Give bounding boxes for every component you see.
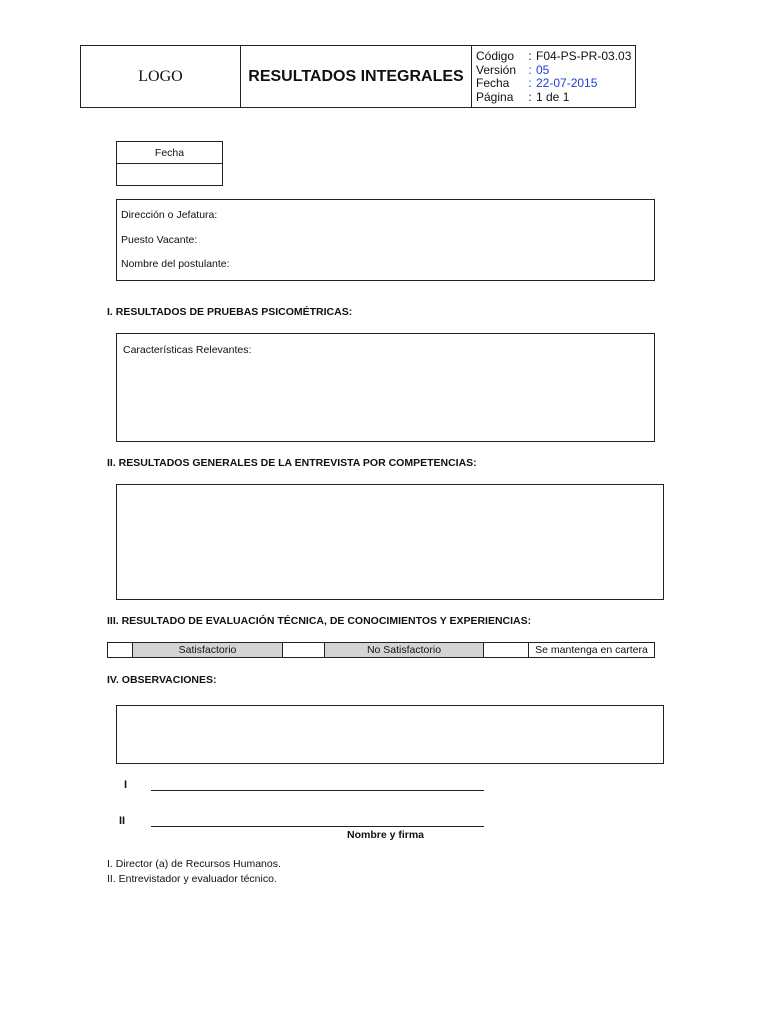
evaluation-options-row: [107, 642, 655, 658]
meta-value: 1 de 1: [536, 89, 570, 104]
checkbox-cell-3[interactable]: [484, 643, 529, 657]
applicant-info-box: [116, 199, 655, 281]
meta-row-page: [476, 91, 636, 105]
meta-value: F04-PS-PR-03.03: [536, 49, 632, 63]
signature-line-1[interactable]: [151, 790, 484, 791]
meta-row-date: [476, 77, 636, 91]
meta-sep: :: [528, 49, 532, 63]
document-header: [80, 45, 636, 108]
meta-sep: :: [528, 76, 532, 90]
document-meta: [476, 50, 636, 104]
footnote-2: II. Entrevistador y evaluador técnico.: [107, 873, 277, 885]
meta-row-version: [476, 64, 636, 78]
section-4-title: IV. OBSERVACIONES:: [107, 674, 217, 686]
meta-key: Versión: [476, 62, 517, 77]
meta-sep: :: [528, 89, 532, 104]
signature-line-2[interactable]: [151, 826, 484, 827]
meta-key: Fecha: [476, 76, 510, 90]
logo-placeholder: LOGO: [81, 46, 241, 107]
direccion-label[interactable]: Dirección o Jefatura:: [121, 209, 218, 221]
option-no-satisfactorio: No Satisfactorio: [325, 643, 484, 657]
meta-divider: [472, 46, 473, 107]
postulante-label[interactable]: Nombre del postulante:: [121, 258, 230, 270]
puesto-label[interactable]: Puesto Vacante:: [121, 234, 198, 246]
document-title: RESULTADOS INTEGRALES: [241, 46, 472, 107]
checkbox-cell-2[interactable]: [283, 643, 325, 657]
meta-sep: :: [528, 62, 532, 77]
checkbox-cell-1[interactable]: [108, 643, 133, 657]
signature-caption: Nombre y firma: [347, 829, 425, 841]
footnote-1: I. Director (a) de Recursos Humanos.: [107, 858, 281, 870]
date-label: Fecha: [117, 142, 222, 164]
date-field[interactable]: [117, 164, 222, 185]
date-box: [116, 141, 223, 186]
section-2-title: II. RESULTADOS GENERALES DE LA ENTREVISTA POR COMPETENCIAS:: [107, 457, 477, 469]
signature-mark-2: II: [119, 815, 126, 827]
meta-value: 22-07-2015: [536, 76, 598, 90]
meta-key: Página: [476, 89, 514, 104]
observations-box[interactable]: [116, 705, 664, 764]
section-1-title: I. RESULTADOS DE PRUEBAS PSICOMÉTRICAS:: [107, 306, 353, 318]
section-3-title: III. RESULTADO DE EVALUACIÓN TÉCNICA, DE CONOCIMIENTOS Y EXPERIENCIAS:: [107, 615, 532, 627]
psychometric-results-box[interactable]: [116, 333, 655, 442]
relevant-characteristics-label: Características Relevantes:: [123, 344, 252, 356]
interview-results-box[interactable]: [116, 484, 664, 600]
meta-row-code: [476, 50, 636, 64]
meta-key: Código: [476, 49, 515, 63]
option-cartera: Se mantenga en cartera: [535, 644, 648, 656]
meta-value: 05: [536, 62, 550, 77]
signature-mark-1: I: [124, 779, 128, 791]
option-satisfactorio: Satisfactorio: [133, 643, 283, 657]
